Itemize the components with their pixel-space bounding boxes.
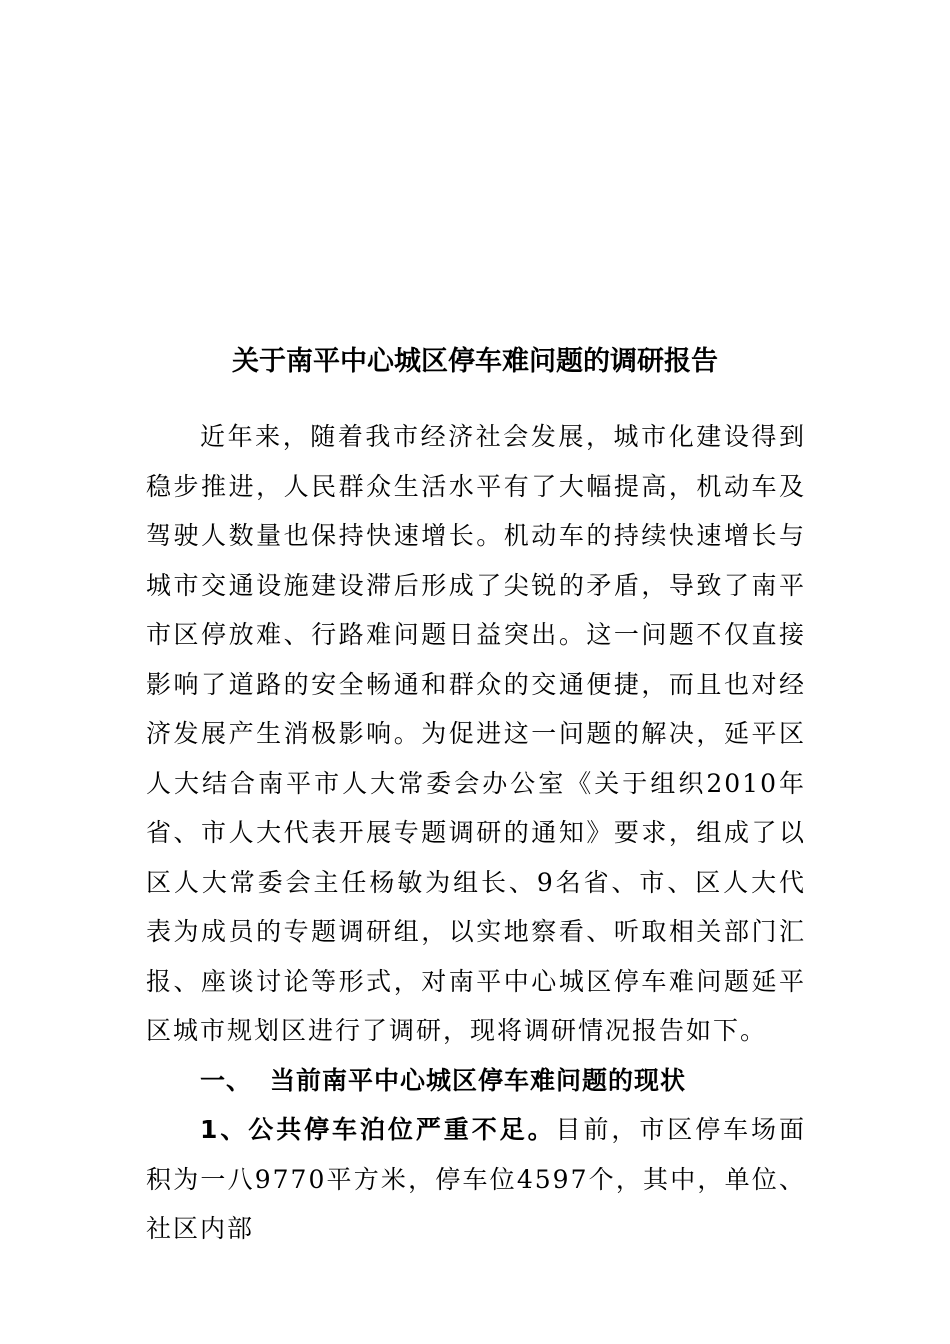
- point-lead: 1、公共停车泊位严重不足。: [200, 1115, 556, 1144]
- section-heading: [146, 1056, 806, 1106]
- section-heading-text: 当前南平中心城区停车难问题的现状: [270, 1065, 687, 1095]
- document-title: 关于南平中心城区停车难问题的调研报告: [232, 346, 718, 377]
- point-paragraph: [146, 1105, 806, 1254]
- document-body: [146, 412, 806, 1254]
- intro-paragraph: 近年来，随着我市经济社会发展，城市化建设得到稳步推进，人民群众生活水平有了大幅提高，机动车及驾驶人数量也保持快速增长。机动车的持续快速增长与城市交通设施建设滞后形成了尖锐的矛盾，导致了南平市区停放难、行路难问题日益突出。这一问题不仅直接影响了道路的安全畅通和群众的交通便捷，而且也对经济发展产生消极影响。为促进这一问题的解决，延平区人大结合南平市人大常委会办公室《关于组织2010年省、市人大代表开展专题调研的通知》要求，组成了以区人大常委会主任杨敏为组长、9名省、市、区人大代表为成员的专题调研组，以实地察看、听取相关部门汇报、座谈讨论等形式，对南平中心城区停车难问题延平区城市规划区进行了调研，现将调研情况报告如下。: [146, 422, 806, 1045]
- point-text: 目前，市区停车场面积为一八9770平方米，停车位4597个，其中，单位、社区内部: [146, 1115, 806, 1243]
- section-number: 一、: [200, 1065, 253, 1095]
